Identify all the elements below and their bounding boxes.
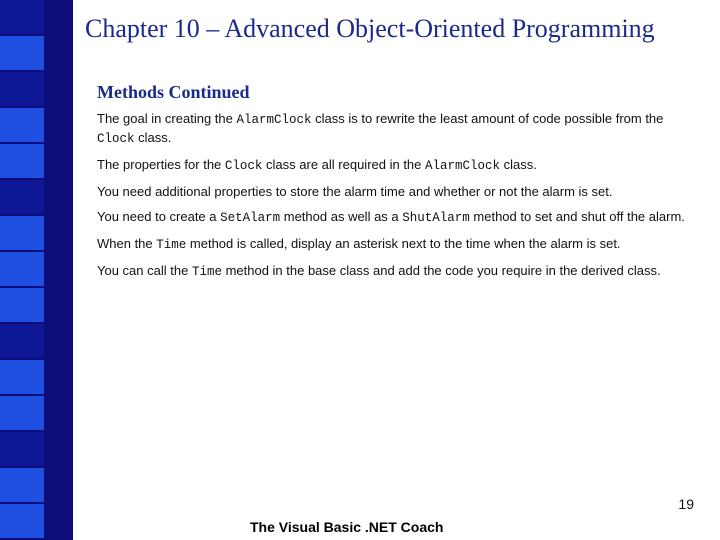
code-identifier: Time [156,238,187,252]
sidebar-tile [0,396,73,432]
footer-text: The Visual Basic .NET Coach [250,519,444,535]
sidebar-tile-square [0,0,44,34]
sidebar-tile-square [0,432,44,466]
body-text: method is called, display an asterisk next to the time when the alarm is set. [186,236,621,251]
body-paragraph [97,183,697,200]
sidebar-tile-square [0,396,44,430]
body-text: When the [97,236,157,251]
sidebar-tile [0,504,73,540]
body-paragraph [97,110,697,148]
code-identifier: Clock [97,132,135,146]
sidebar-tile-square [0,216,44,250]
sidebar-tile-square [0,360,44,394]
sidebar-tile [0,0,73,36]
body-paragraph [97,235,697,254]
slide-title: Chapter 10 – Advanced Object-Oriented Programming [85,14,655,43]
sidebar-tile-square [0,108,44,142]
sidebar-tile [0,144,73,180]
sidebar-tile [0,360,73,396]
code-identifier: AlarmClock [425,159,501,173]
body-text: You need additional properties to store the alarm time and whether or not the alarm is set. [97,184,613,199]
sidebar-tile-square [0,36,44,70]
page-number: 19 [678,496,694,512]
body-paragraph [97,156,697,175]
body-text: method to set and shut off the alarm. [469,209,685,224]
sidebar-tile-square [0,504,44,538]
body-text: method as well as a [280,209,403,224]
body-text: You can call the [97,263,192,278]
body-text: The goal in creating the [97,111,237,126]
sidebar-tile-square [0,468,44,502]
code-identifier: AlarmClock [236,113,312,127]
sidebar-tile [0,36,73,72]
code-identifier: ShutAlarm [402,211,470,225]
sidebar-tile [0,72,73,108]
sidebar-tile-square [0,324,44,358]
sidebar-tile-grid [0,0,73,540]
body-paragraph [97,262,697,281]
code-identifier: Clock [224,159,263,173]
sidebar-tile [0,108,73,144]
sidebar-tile [0,324,73,360]
body-text: class is to rewrite the least amount of code possible from the [311,111,664,126]
sidebar-tile [0,252,73,288]
sidebar-tile-square [0,288,44,322]
body-text: The properties for the [97,157,225,172]
code-identifier: Time [191,265,222,279]
slide-body [97,110,697,289]
sidebar-tile-square [0,252,44,286]
body-text: class. [500,157,537,172]
sidebar-tile [0,180,73,216]
sidebar-tile-square [0,180,44,214]
sidebar-tile-square [0,144,44,178]
sidebar-tile [0,468,73,504]
slide-subtitle: Methods Continued [97,82,250,102]
sidebar-tile [0,216,73,252]
body-text: class are all required in the [262,157,426,172]
sidebar-tile [0,288,73,324]
body-text: class. [134,130,172,145]
body-paragraph [97,208,697,227]
sidebar-tile [0,432,73,468]
body-text: You need to create a [97,209,221,224]
code-identifier: SetAlarm [220,211,281,225]
sidebar-tile-square [0,72,44,106]
body-text: method in the base class and add the code you require in the derived class. [221,263,661,278]
